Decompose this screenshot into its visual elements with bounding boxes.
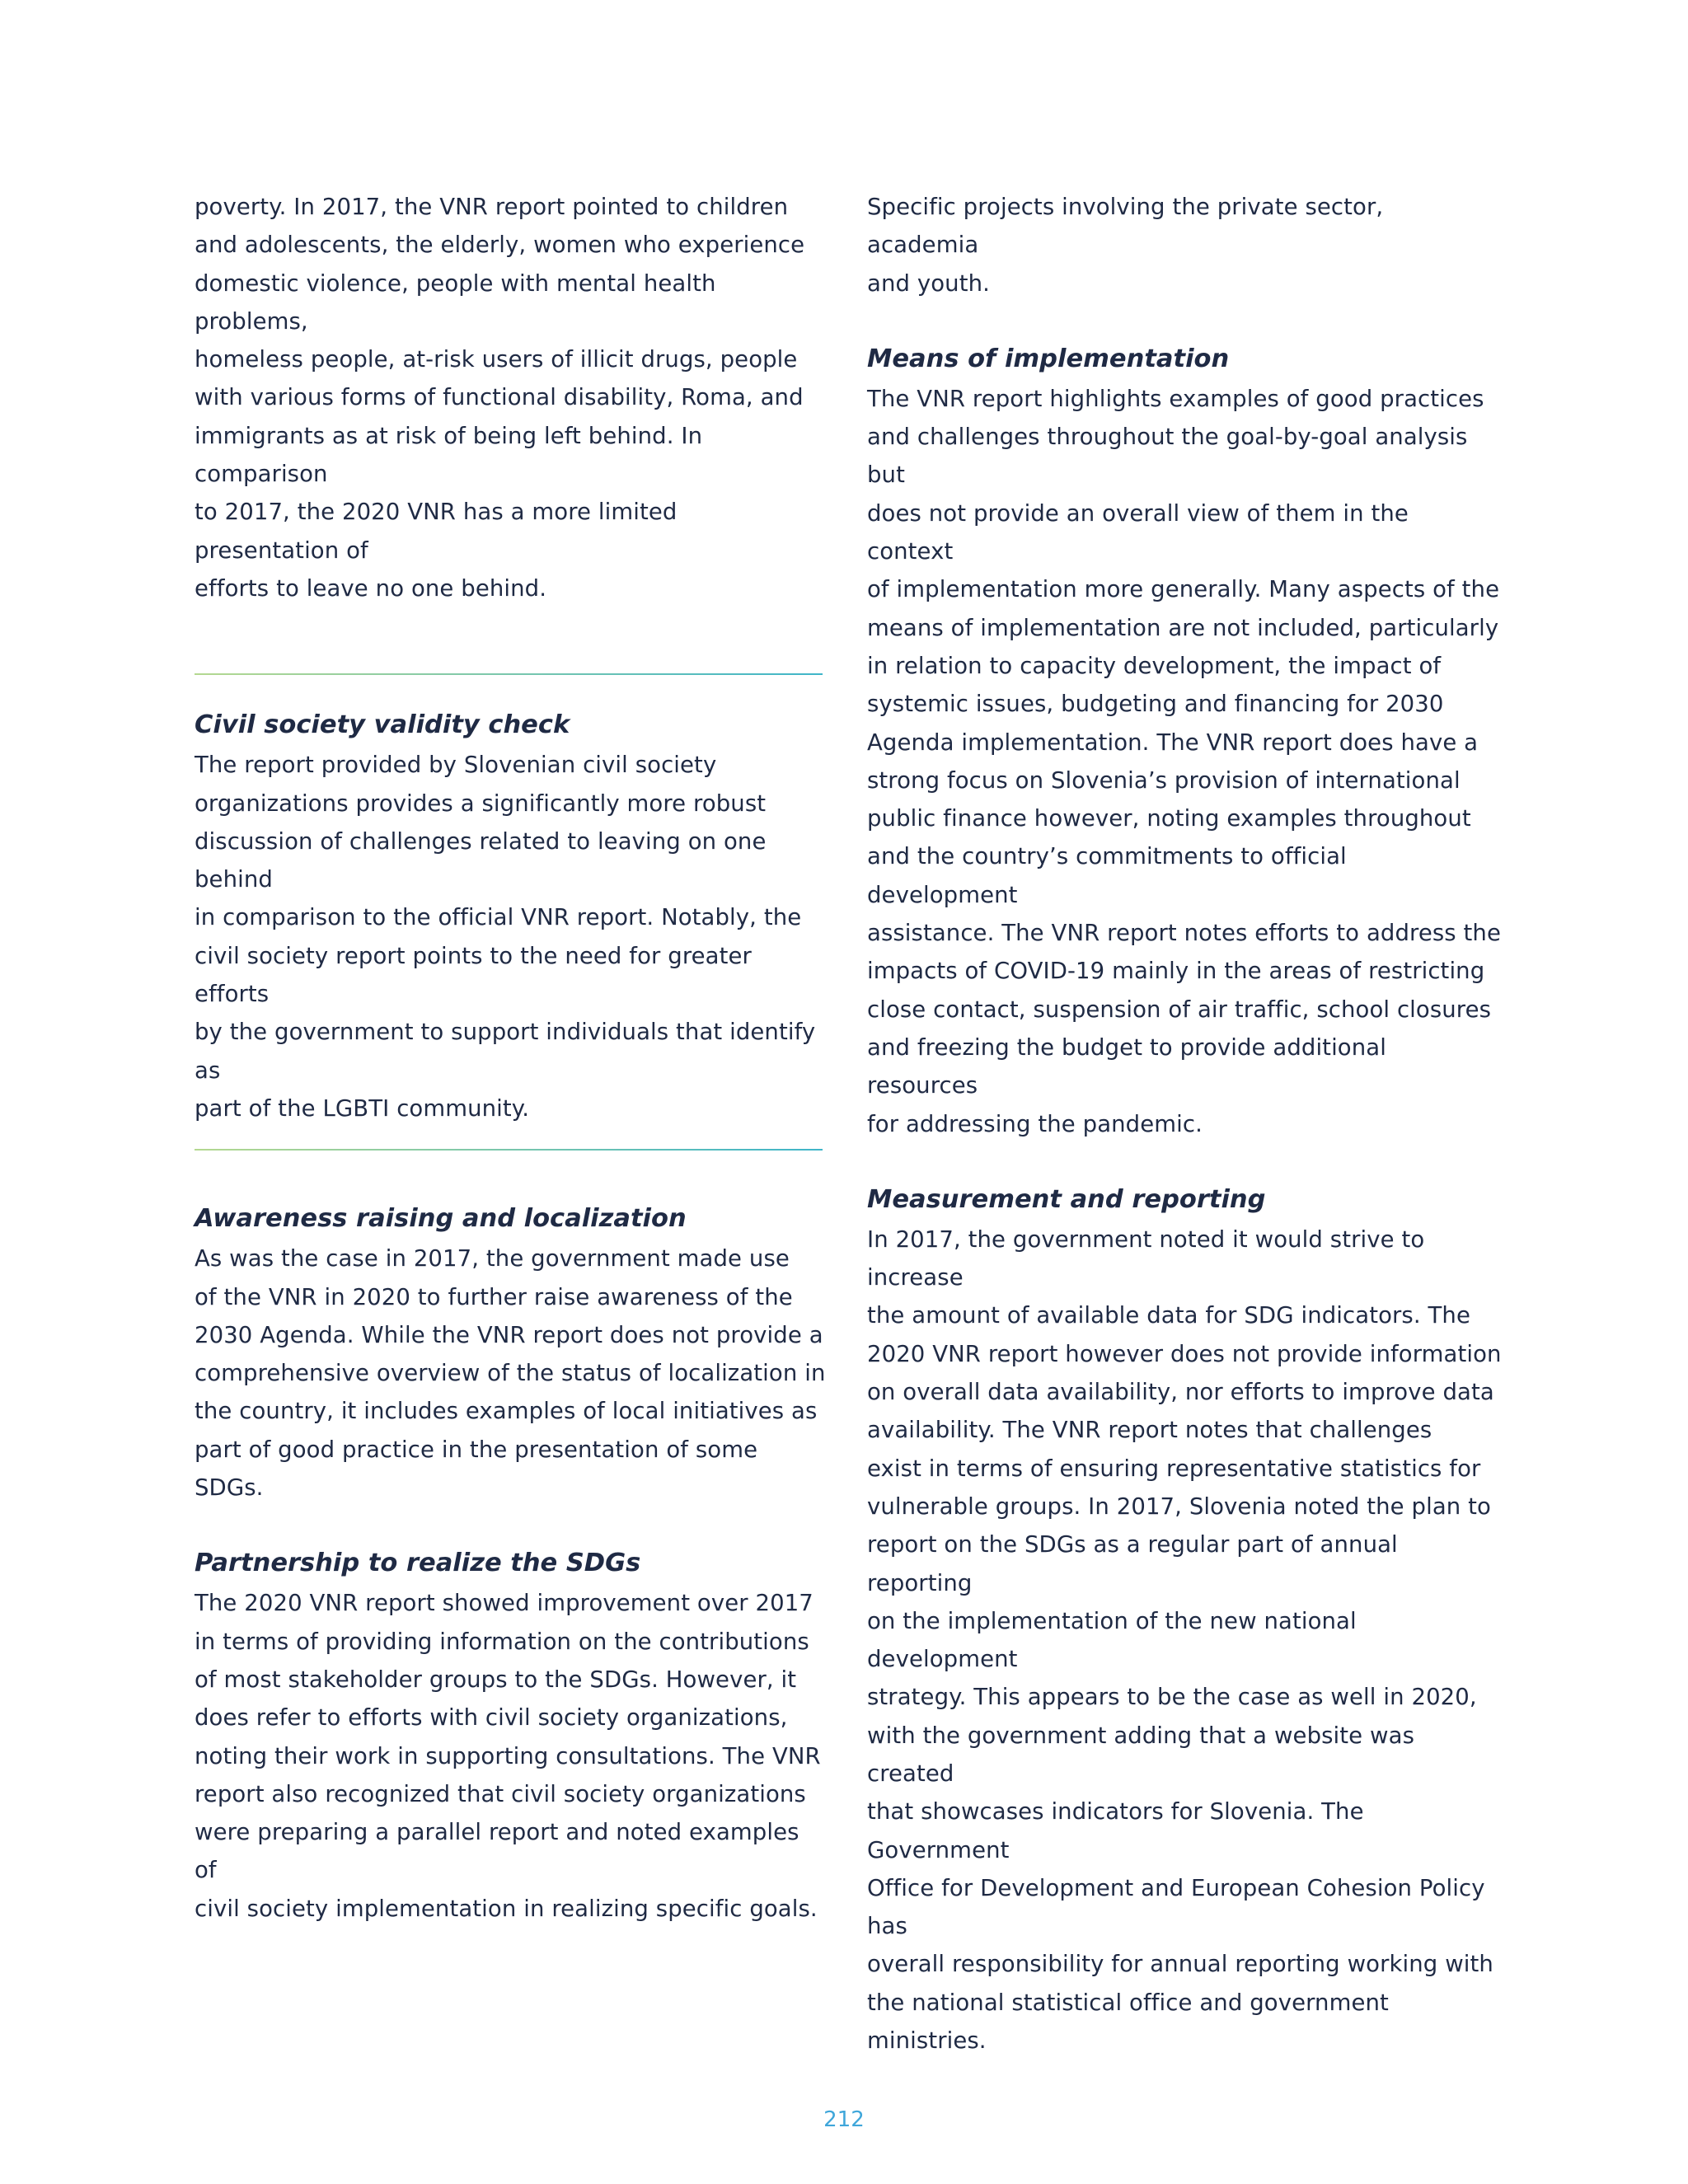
spacer [195, 675, 828, 706]
left-column [195, 188, 828, 1928]
spacer [195, 1127, 828, 1149]
measurement-text: In 2017, the government noted it would strive to increase the amount of available data for SDG indicators. The 2020 VNR report however does not provide information on overall data availability, nor efforts to improve data availability. The VNR report notes that challenges exist in terms of ensuring representative statistics for vulnerable groups. In 2017, Slovenia noted the plan to report on the SDGs as a regular part of annual reporting on the implementation of the new national development strategy. This appears to be the case as well in 2020, with the government adding that a website was created that showcases indicators for Slovenia. The Government Office for Development and European Cohesion Policy has overall responsibility for annual reporting working with the national statistical office and government ministries. [867, 1226, 1502, 2055]
intro-paragraph-right: Specific projects involving the private sector, academia and youth. [867, 194, 1384, 297]
measurement-section [867, 1181, 1502, 2060]
spacer [195, 607, 828, 673]
spacer [867, 1143, 1502, 1181]
spacer [867, 302, 1502, 340]
partnership-heading: Partnership to realize the SDGs [195, 1549, 641, 1578]
awareness-heading: Awareness raising and localization [195, 1204, 687, 1234]
spacer [195, 1151, 828, 1200]
means-heading: Means of implementation [867, 344, 1230, 373]
civil-society-section [195, 706, 828, 1127]
means-text: The VNR report highlights examples of good practices and challenges throughout the goal-by-goal analysis but does not provide an overall view of them in the context of implementation more generally. Many aspects of the means of implementation are not included, particularly in relation to capacity development, the impact of systemic issues, budgeting and financing for 2030 Agenda implementation. The VNR report does have a strong focus on Slovenia’s provision of international public finance however, noting examples throughout and the country’s commitments to official development assistance. The VNR report notes efforts to address the impacts of COVID-19 mainly in the areas of restricting close contact, suspension of air traffic, school closures and freezing the budget to provide additional resources for addressing the pandemic. [867, 385, 1501, 1137]
measurement-heading: Measurement and reporting [867, 1184, 1266, 1214]
intro-paragraph: poverty. In 2017, the VNR report pointed to children and adolescents, the elderly, women who experience domestic violence, people with mental health problems, homeless people, at-risk users of illicit drugs, people with various forms of functional disability, Roma, and immigrants as at risk of being left behind. In comparison to 2017, the 2020 VNR has a more limited presentation of efforts to leave no one behind. [195, 194, 805, 602]
spacer [195, 1507, 828, 1544]
means-section [867, 340, 1502, 1143]
awareness-section [195, 1200, 828, 1507]
page-number: 212 [823, 2107, 865, 2132]
awareness-text: As was the case in 2017, the government made use of the VNR in 2020 to further raise awareness of the 2030 Agenda. While the VNR report does not provide a comprehensive overview of the status of localization in the country, it includes examples of local initiatives as part of good practice in the presentation of some SDGs. [195, 1245, 826, 1502]
partnership-text: The 2020 VNR report showed improvement over 2017 in terms of providing information on the contributions of most stakeholder groups to the SDGs. However, it does refer to efforts with civil society organizations, noting their work in supporting consultations. The VNR report also recognized that civil society organizations were preparing a parallel report and noted examples of civil society implementation in realizing specific goals. [195, 1590, 821, 1922]
right-column [867, 188, 1502, 2060]
civil-society-heading: Civil society validity check [195, 710, 570, 740]
civil-society-text: The report provided by Slovenian civil society organizations provides a significantly more robust discussion of challenges related to leaving on one behind in comparison to the official VNR report. Notably, the civil society report points to the need for greater efforts by the government to support individuals that identify as part of the LGBTI community. [195, 752, 816, 1122]
partnership-section [195, 1544, 828, 1928]
